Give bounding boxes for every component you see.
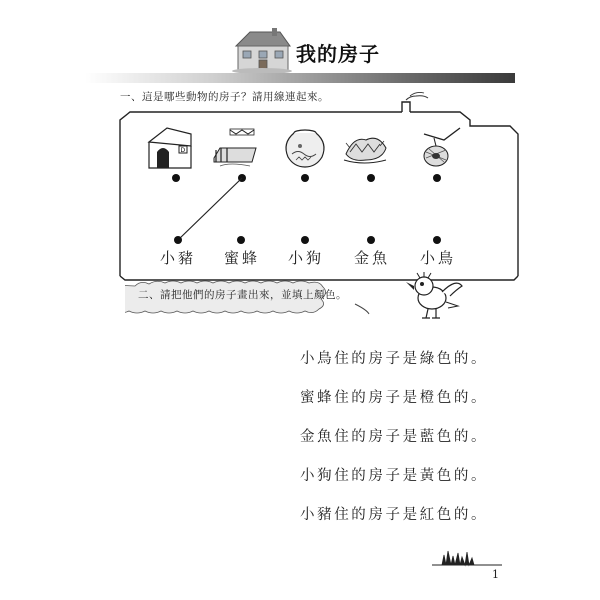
grass-icon [432,545,502,567]
bottom-dot-bee[interactable] [237,236,245,244]
bottom-dot-pig[interactable] [174,236,182,244]
sentence-pig: 小豬住的房子是紅色的。 [300,507,489,523]
top-dot-fishbowl[interactable] [301,174,309,182]
beehive-icon [340,126,390,170]
page-title: 我的房子 [296,42,380,66]
sentence-bee: 蜜蜂住的房子是橙色的。 [300,390,489,406]
page-number: 1 [492,568,499,581]
svg-text:D: D [180,147,186,154]
bird-mascot-icon [402,272,464,322]
birdnest-icon [414,126,464,170]
doghouse-icon [145,126,195,170]
top-dot-pigpen[interactable] [238,174,246,182]
sentence-bird: 小鳥住的房子是綠色的。 [300,351,489,367]
top-dot-doghouse[interactable] [172,174,180,182]
header-bar [85,73,515,83]
top-dot-birdnest[interactable] [433,174,441,182]
sentence-dog: 小狗住的房子是黃色的。 [300,468,489,484]
animal-label-bee: 蜜蜂 [223,249,260,267]
animal-label-bird: 小鳥 [419,249,456,267]
top-dot-beehive[interactable] [367,174,375,182]
animal-label-pig: 小豬 [159,249,196,267]
pigpen-icon [210,126,260,170]
bottom-dot-goldfish[interactable] [367,236,375,244]
bottom-dot-bird[interactable] [433,236,441,244]
bottom-dot-dog[interactable] [301,236,309,244]
sentence-goldfish: 金魚住的房子是藍色的。 [300,429,489,445]
question-2: 二、請把他們的房子畫出來，並填上顏色。 [138,289,347,301]
fishbowl-icon [280,126,330,170]
animal-label-dog: 小狗 [287,249,324,267]
animal-label-goldfish: 金魚 [353,249,390,267]
house-logo-icon [230,28,294,74]
question-1: 一、這是哪些動物的房子？請用線連起來。 [120,91,329,103]
